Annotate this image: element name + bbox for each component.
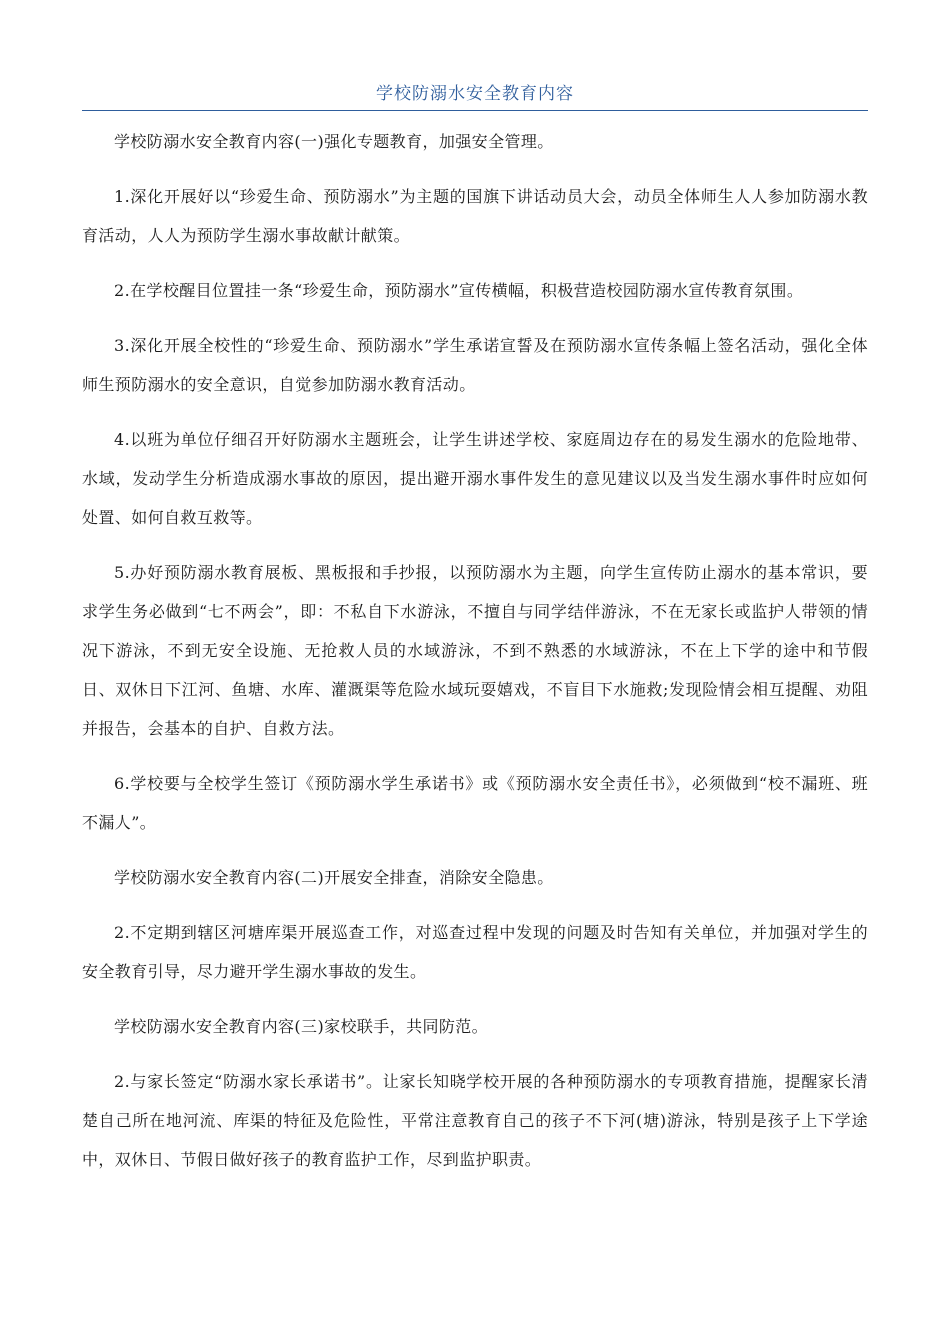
document-body [82, 122, 868, 1195]
paragraph-item-4: 4.以班为单位仔细召开好防溺水主题班会，让学生讲述学校、家庭周边存在的易发生溺水的危险地带、水域，发动学生分析造成溺水事故的原因，提出避开溺水事件发生的意见建议以及当发生溺水事件时应如何处置、如何自救互救等。 [82, 430, 868, 527]
page-header [82, 80, 868, 111]
paragraph-item-3: 3.深化开展全校性的“珍爱生命、预防溺水”学生承诺宣誓及在预防溺水宣传条幅上签名活动，强化全体师生预防溺水的安全意识，自觉参加防溺水教育活动。 [82, 336, 868, 394]
document-title: 学校防溺水安全教育内容 [376, 84, 574, 104]
paragraph-section-2-item-2: 2.不定期到辖区河塘库渠开展巡查工作，对巡查过程中发现的问题及时告知有关单位，并加强对学生的安全教育引导，尽力避开学生溺水事故的发生。 [82, 923, 868, 981]
paragraph-section-3-item-2: 2.与家长签定“防溺水家长承诺书”。让家长知晓学校开展的各种预防溺水的专项教育措施，提醒家长清楚自己所在地河流、库渠的特征及危险性，平常注意教育自己的孩子不下河(塘)游泳，特别是孩子上下学途中，双休日、节假日做好孩子的教育监护工作，尽到监护职责。 [82, 1072, 868, 1169]
paragraph-item-2: 2.在学校醒目位置挂一条“珍爱生命，预防溺水”宣传横幅，积极营造校园防溺水宣传教育氛围。 [114, 281, 804, 300]
paragraph-item-5: 5.办好预防溺水教育展板、黑板报和手抄报，以预防溺水为主题，向学生宣传防止溺水的基本常识，要求学生务必做到“七不两会”，即：不私自下水游泳，不擅自与同学结伴游泳，不在无家长或监护人带领的情况下游泳，不到无安全设施、无抢救人员的水域游泳，不到不熟悉的水域游泳，不在上下学的途中和节假日、双休日下江河、鱼塘、水库、灌溉渠等危险水域玩耍嬉戏，不盲目下水施救;发现险情会相互提醒、劝阻并报告，会基本的自护、自救方法。 [82, 563, 868, 738]
section-2-heading: 学校防溺水安全教育内容(二)开展安全排查，消除安全隐患。 [114, 868, 554, 887]
section-3-heading: 学校防溺水安全教育内容(三)家校联手，共同防范。 [114, 1017, 489, 1036]
paragraph-item-1: 1.深化开展好以“珍爱生命、预防溺水”为主题的国旗下讲话动员大会，动员全体师生人人参加防溺水教育活动，人人为预防学生溺水事故献计献策。 [82, 187, 868, 245]
paragraph-item-6: 6.学校要与全校学生签订《预防溺水学生承诺书》或《预防溺水安全责任书》，必须做到“校不漏班、班不漏人”。 [82, 774, 868, 832]
section-1-heading: 学校防溺水安全教育内容(一)强化专题教育，加强安全管理。 [114, 132, 554, 151]
